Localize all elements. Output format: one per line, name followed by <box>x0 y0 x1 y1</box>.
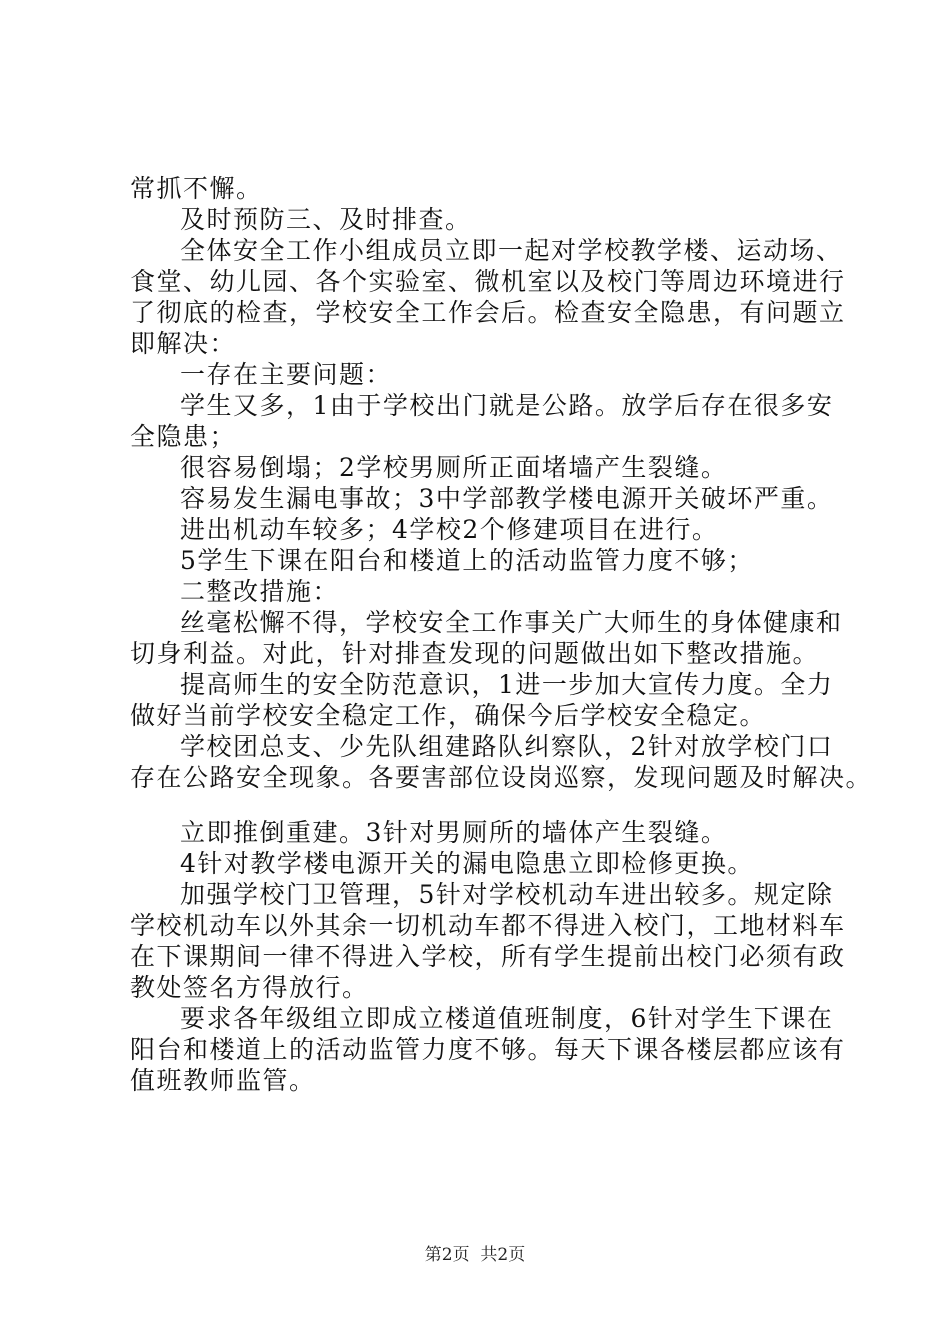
text-line: 做好当前学校安全稳定工作，确保今后学校安全稳定。 <box>130 701 767 730</box>
text-line: 常抓不懈。 <box>130 174 263 203</box>
text-line: 丝毫松懈不得，学校安全工作事关广大师生的身体健康和 <box>180 608 843 637</box>
text-line: 全隐患； <box>130 422 237 451</box>
text-line: 即解决： <box>130 329 237 358</box>
text-line: 及时预防三、及时排查。 <box>180 205 472 234</box>
text-line: 4针对教学楼电源开关的漏电隐患立即检修更换。 <box>180 849 754 878</box>
text-line: 全体安全工作小组成员立即一起对学校教学楼、运动场、 <box>180 236 843 265</box>
text-line: 二整改措施： <box>180 577 340 606</box>
text-line: 学校机动车以外其余一切机动车都不得进入校门，工地材料车 <box>130 911 846 940</box>
text-line: 切身利益。对此，针对排查发现的问题做出如下整改措施。 <box>130 639 820 668</box>
text-line: 存在公路安全现象。各要害部位设岗巡察，发现问题及时解决。 <box>130 763 873 792</box>
text-line: 食堂、幼儿园、各个实验室、微机室以及校门等周边环境进行 <box>130 267 846 296</box>
text-line: 立即推倒重建。3针对男厕所的墙体产生裂缝。 <box>180 818 728 847</box>
text-line: 进出机动车较多；4学校2个修建项目在进行。 <box>180 515 719 544</box>
text-line: 加强学校门卫管理，5针对学校机动车进出较多。规定除 <box>180 880 834 909</box>
text-line: 提高师生的安全防范意识，1进一步加大宣传力度。全力 <box>180 670 834 699</box>
page-footer: 第2页 共2页 <box>424 1245 526 1265</box>
text-line: 教处签名方得放行。 <box>130 973 369 1002</box>
text-line: 在下课期间一律不得进入学校，所有学生提前出校门必须有政 <box>130 942 846 971</box>
text-line: 阳台和楼道上的活动监管力度不够。每天下课各楼层都应该有 <box>130 1035 846 1064</box>
text-line: 值班教师监管。 <box>130 1066 316 1095</box>
text-line: 很容易倒塌；2学校男厕所正面堵墙产生裂缝。 <box>180 453 728 482</box>
text-line: 容易发生漏电事故；3中学部教学楼电源开关破坏严重。 <box>180 484 834 513</box>
text-line: 要求各年级组立即成立楼道值班制度，6针对学生下课在 <box>180 1004 834 1033</box>
text-line: 了彻底的检查，学校安全工作会后。检查安全隐患，有问题立 <box>130 298 846 327</box>
text-line: 学生又多，1由于学校出门就是公路。放学后存在很多安 <box>180 391 834 420</box>
text-line: 一存在主要问题： <box>180 360 393 389</box>
text-line: 学校团总支、少先队组建路队纠察队，2针对放学校门口 <box>180 732 834 761</box>
text-line: 5学生下课在阳台和楼道上的活动监管力度不够； <box>180 546 754 575</box>
